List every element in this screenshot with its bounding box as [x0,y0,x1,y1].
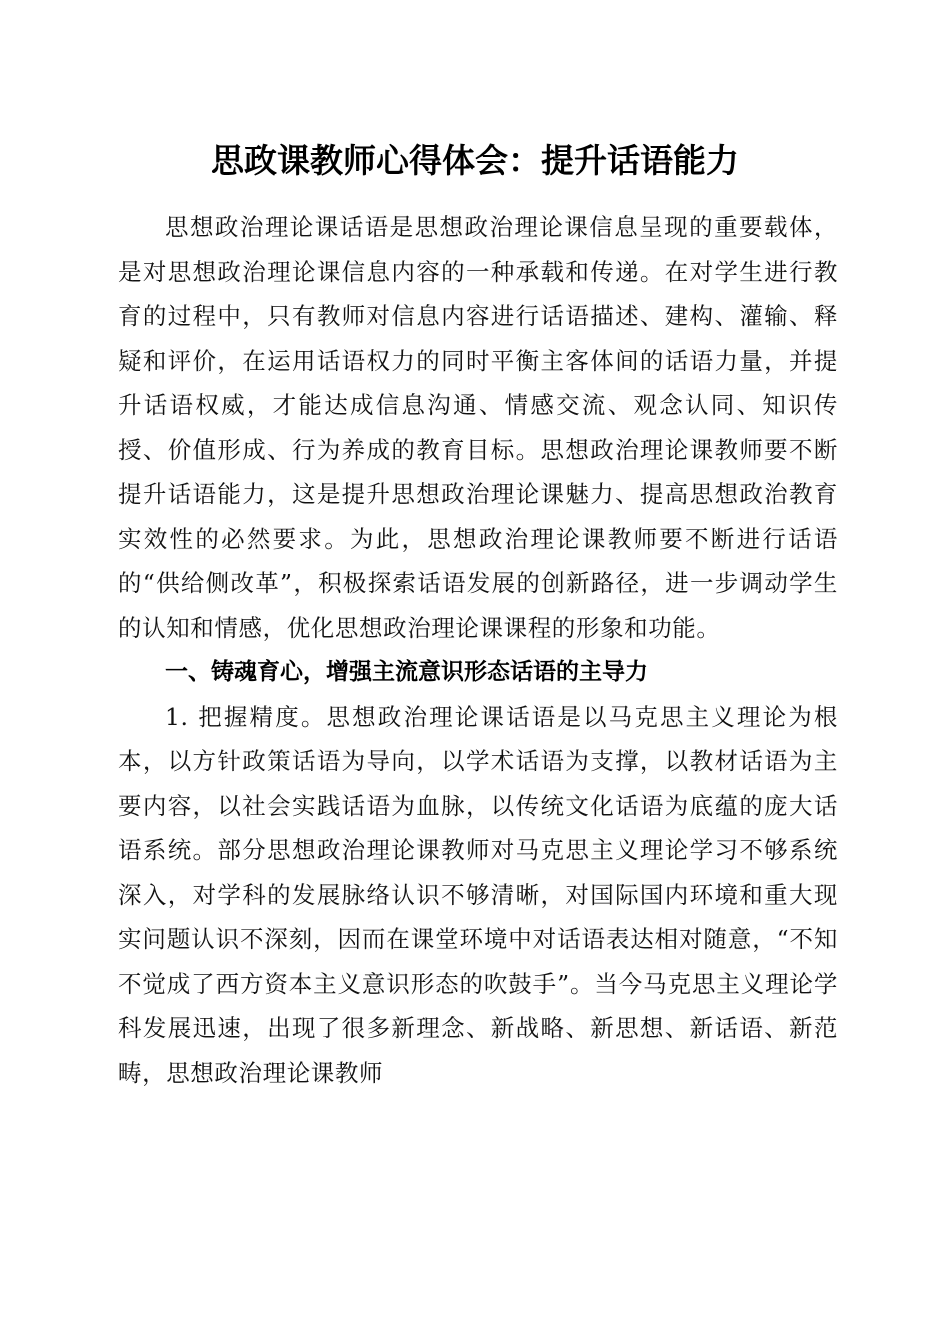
section-1-paragraph-1: 1. 把握精度。思想政治理论课话语是以马克思主义理论为根本，以方针政策话语为导向，以学术话语为支撑，以教材话语为主要内容，以社会实践话语为血脉，以传统文化话语为底蕴的庞大话语系统。部分思想政治理论课教师对马克思主义理论学习不够系统深入，对学科的发展脉络认识不够清晰，对国际国内环境和重大现实问题认识不深刻，因而在课堂环境中对话语表达相对随意，“不知不觉成了西方资本主义意识形态的吹鼓手”。当今马克思主义理论学科发展迅速，出现了很多新理念、新战略、新思想、新话语、新范畴，思想政治理论课教师 [118,702,838,1087]
document-title: 思政课教师心得体会：提升话语能力 [211,141,739,180]
section-heading-1: 一、铸魂育心，增强主流意识形态话语的主导力 [165,659,648,685]
intro-paragraph: 思想政治理论课话语是思想政治理论课信息呈现的重要载体，是对思想政治理论课信息内容的一种承载和传递。在对学生进行教育的过程中，只有教师对信息内容进行话语描述、建构、灌输、释疑和评价，在运用话语权力的同时平衡主客体间的话语力量，并提升话语权威，才能达成信息沟通、情感交流、观念认同、知识传授、价值形成、行为养成的教育目标。思想政治理论课教师要不断提升话语能力，这是提升思想政治理论课魅力、提高思想政治教育实效性的必然要求。为此，思想政治理论课教师要不断进行话语的“供给侧改革”，积极探索话语发展的创新路径，进一步调动学生的认知和情感，优化思想政治理论课课程的形象和功能。 [118,213,838,642]
document-body [118,205,838,1095]
